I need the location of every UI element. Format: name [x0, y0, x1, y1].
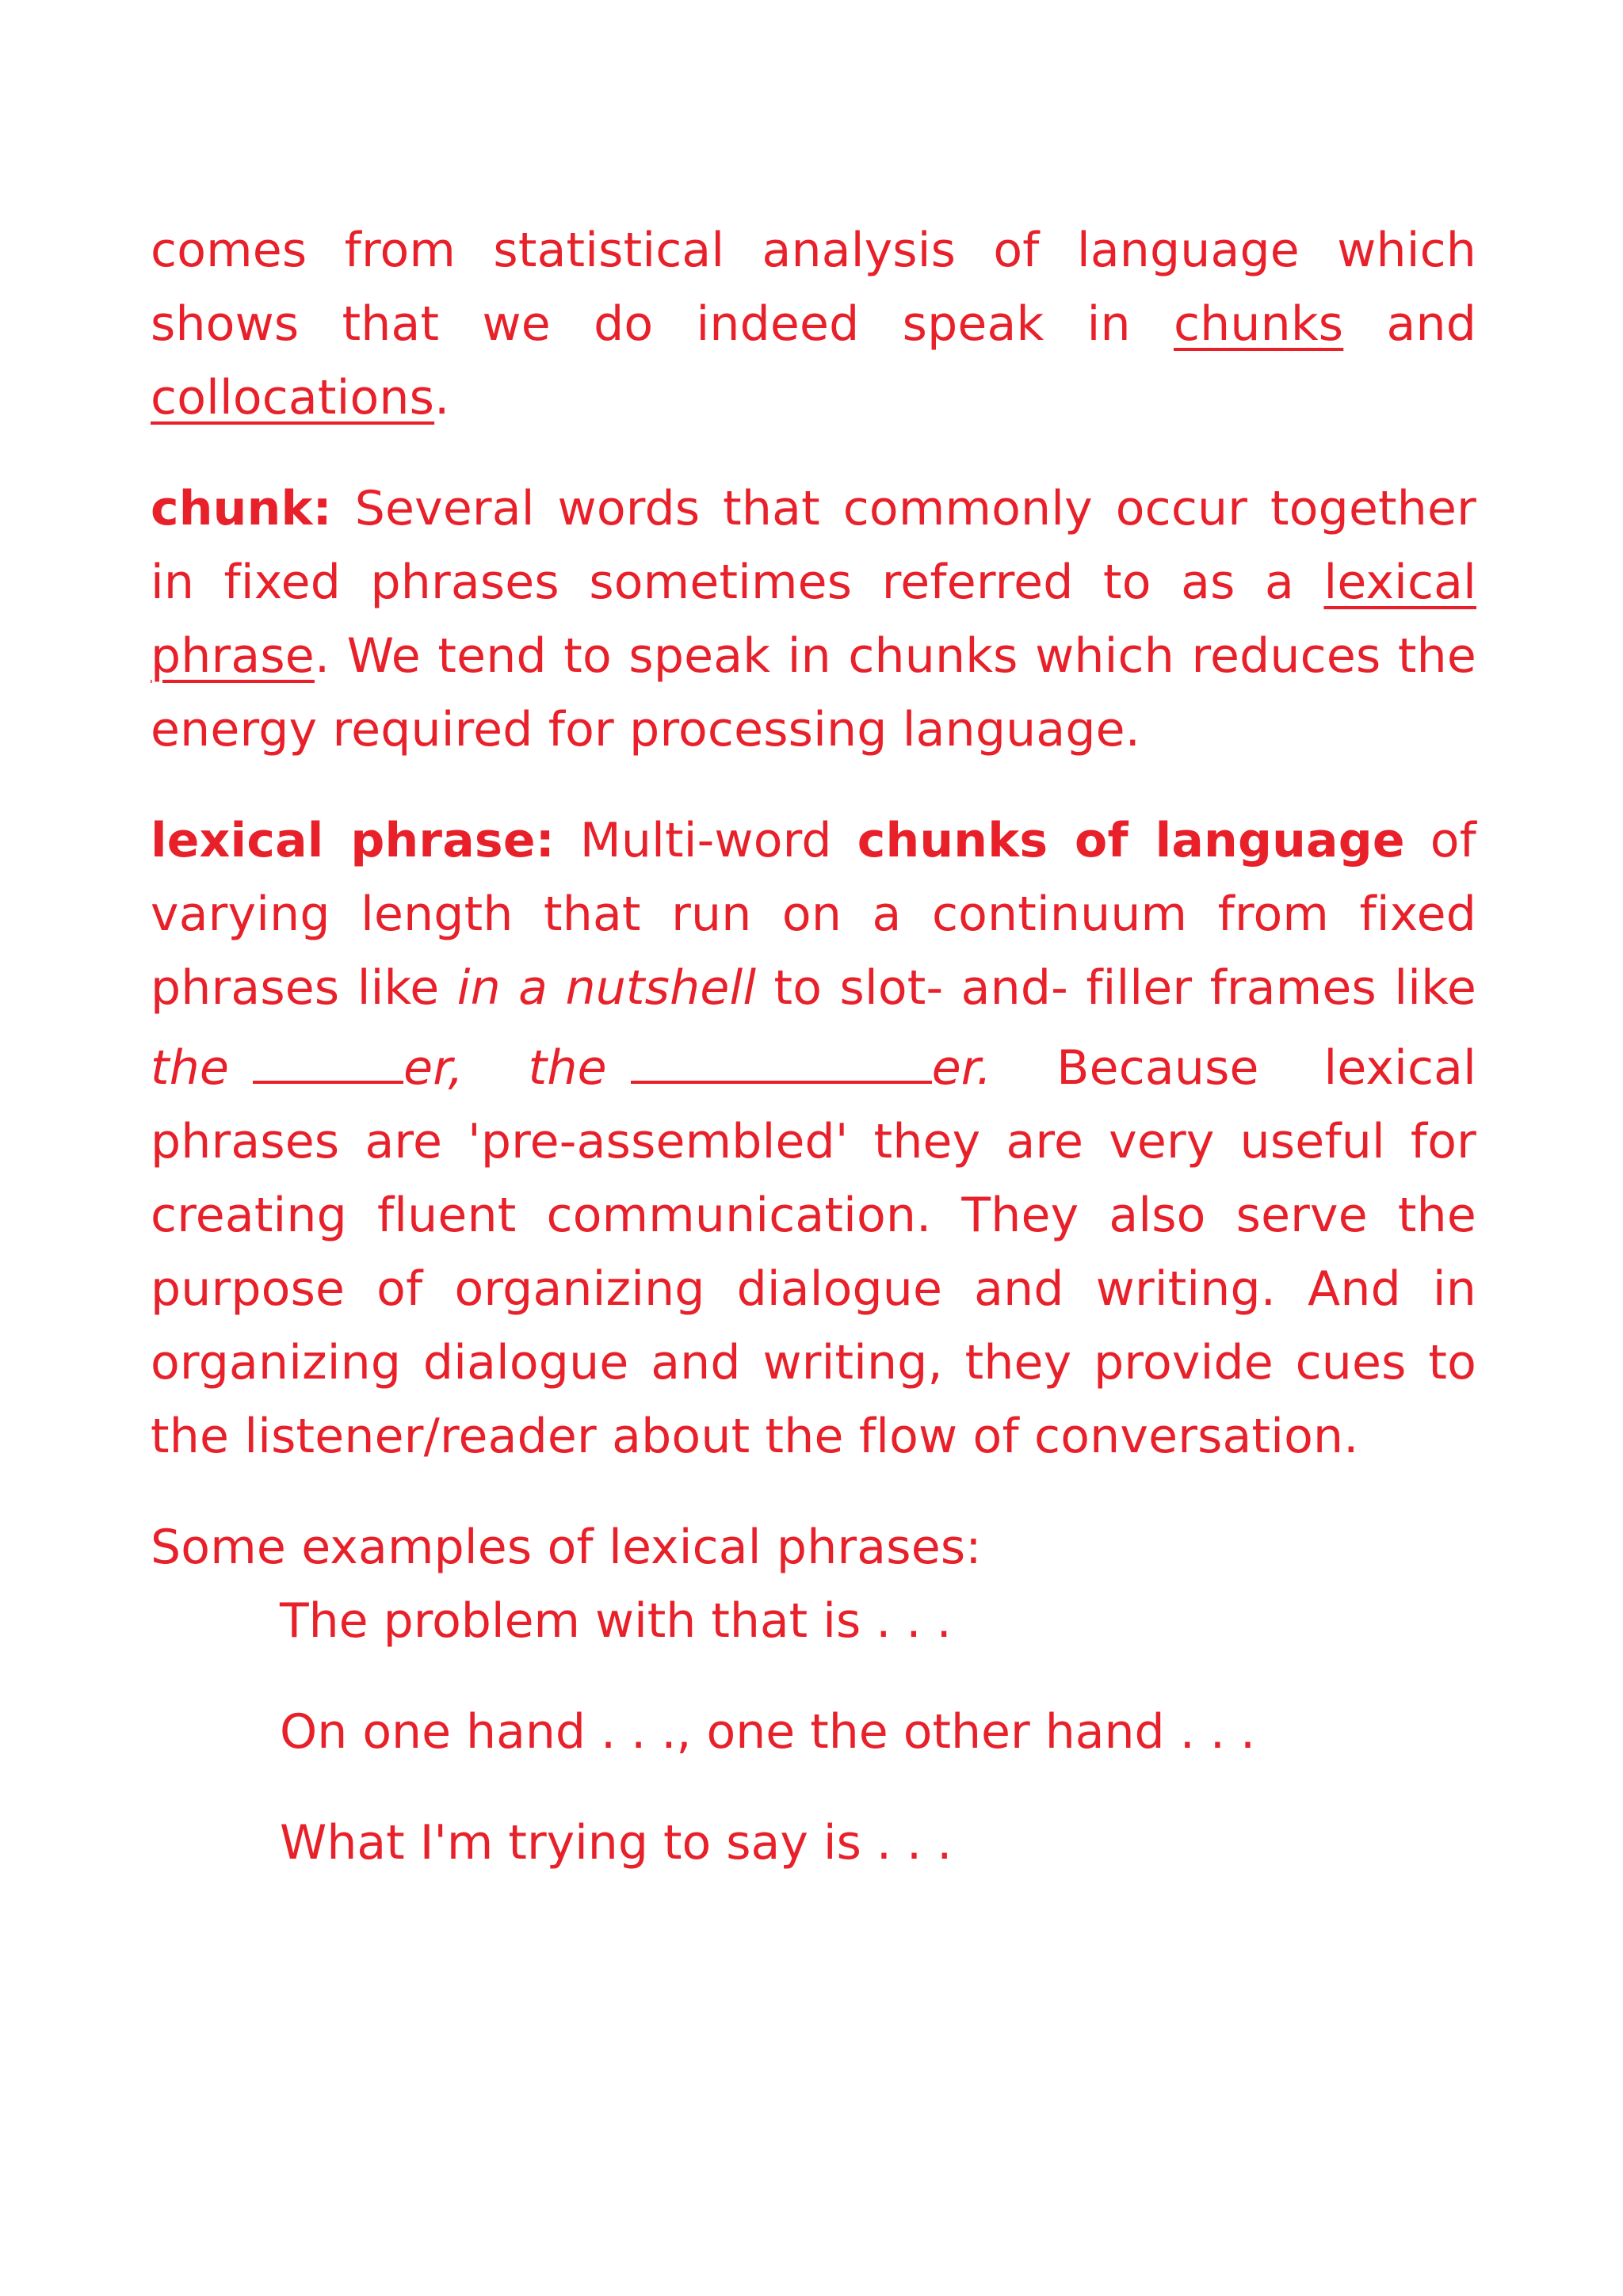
collocations-link: collocations [151, 370, 435, 425]
frame-the: the [151, 1040, 230, 1096]
chunk-text-2: . We tend to speak in chunks which reduces the energy required for processing language. [151, 628, 1476, 757]
in-a-nutshell: in a nutshell [456, 960, 757, 1016]
intro-text: comes from statistical analysis of language which shows that we do indeed speak in [151, 223, 1476, 352]
lexical-text-4: Because lexical phrases are 'pre-assembled' they are very useful for creating fluent communication. They also serve the purpose of organizing dialogue and writing. And in organizing dialogue and writing, they provide cues to the listener/reader about the flow of conversation. [151, 1040, 1476, 1464]
examples-heading: Some examples of lexical phrases: [151, 1520, 982, 1575]
blank-long [631, 1025, 932, 1084]
intro-period: . [434, 370, 450, 425]
frame-er-the: er, the [403, 1040, 607, 1096]
chunk-term: chunk: [151, 481, 332, 536]
chunk-definition [151, 472, 1476, 767]
example-item: What I'm trying to say is . . . [280, 1815, 953, 1871]
lexical-phrase-link: lexical phrase [151, 555, 1476, 684]
chunk-text-1: Several words that commonly occur together in fixed phrases sometimes referred to as a [151, 481, 1476, 610]
example-item: The problem with that is . . . [280, 1593, 952, 1649]
intro-and: and [1343, 296, 1476, 352]
chunks-of-language: chunks of language [857, 813, 1405, 868]
frame-er: er. [931, 1040, 992, 1096]
lexical-text-3: to slot- and- filler frames like [756, 960, 1476, 1016]
examples-list [151, 1585, 1476, 1880]
lexical-phrase-term: lexical phrase: [151, 813, 555, 868]
blank-short [253, 1025, 403, 1084]
lexical-phrase-definition [151, 804, 1476, 1474]
intro-paragraph [151, 214, 1476, 435]
example-item: On one hand . . ., one the other hand . . . [280, 1704, 1256, 1760]
lexical-text-2: of varying length that run on a continuum from fixed phrases like [151, 813, 1476, 1016]
chunks-link: chunks [1173, 296, 1344, 352]
lexical-text-1: Multi-word [554, 813, 857, 868]
